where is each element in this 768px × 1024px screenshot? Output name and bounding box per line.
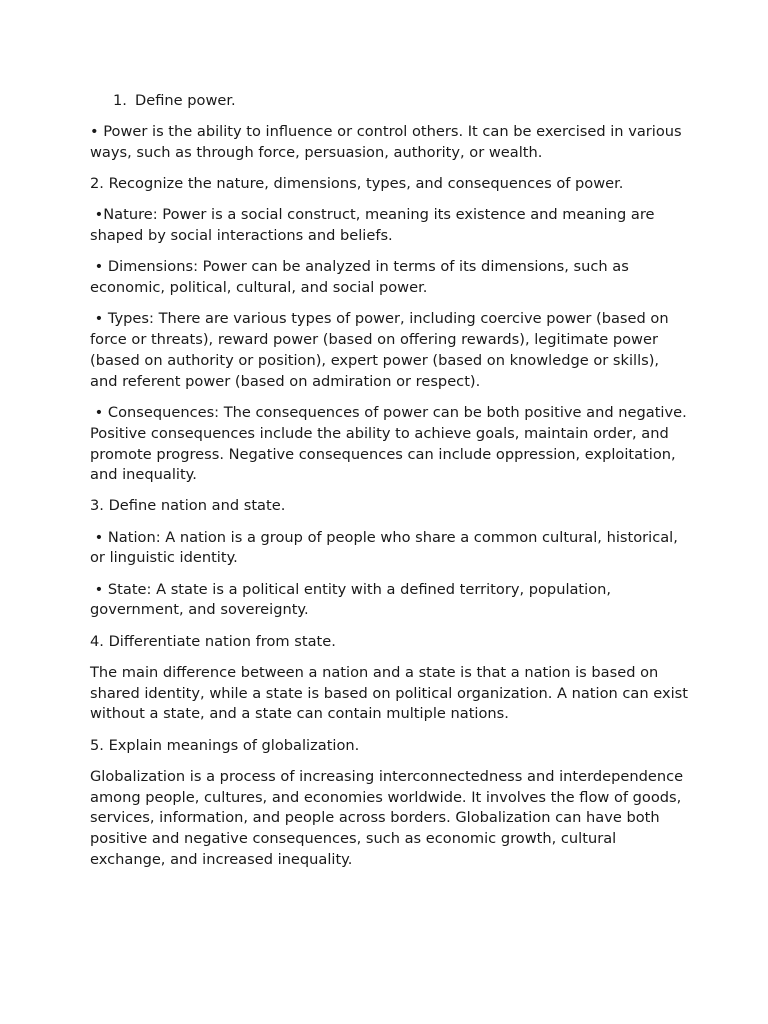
consequences-paragraph: • Consequences: The consequences of power can be both positive and negative. Positive consequences include the ability to achieve goals, maintain order, and promote progress. Negative consequences can include oppression, exploitation, and inequality. xyxy=(90,403,692,484)
document-body xyxy=(90,91,693,881)
globalization-paragraph: Globalization is a process of increasing interconnectedness and interdependence among people, cultures, and economies worldwide. It involves the flow of goods, services, information, and people across borders. Globalization can have both positive and negative consequences, such as economic growth, cultural exchange, and increased inequality. xyxy=(90,767,688,868)
question-1-text: Define power. xyxy=(135,92,236,109)
state-paragraph: • State: A state is a political entity with a defined territory, population, government, and sovereignty. xyxy=(90,580,616,619)
question-3: 3. Define nation and state. xyxy=(90,497,286,515)
question-4: 4. Differentiate nation from state. xyxy=(90,632,336,650)
nature-paragraph: •Nature: Power is a social construct, meaning its existence and meaning are shaped by social interactions and beliefs. xyxy=(90,206,660,245)
types-paragraph: • Types: There are various types of power, including coercive power (based on force or threats), reward power (based on offering rewards), legitimate power (based on authority or position), expert power (based on knowledge or skills), and referent power (based on admiration or respect). xyxy=(90,310,674,390)
question-1-number: 1. xyxy=(113,92,127,109)
answer-1-paragraph: • Power is the ability to influence or control others. It can be exercised in various ways, such as through force, persuasion, authority, or wealth. xyxy=(90,123,687,161)
difference-paragraph: The main difference between a nation and a state is that a nation is based on shared identity, while a state is based on political organization. A nation can exist without a state, and a state can contain multiple nations. xyxy=(90,663,693,723)
question-2: 2. Recognize the nature, dimensions, types, and consequences of power. xyxy=(90,175,624,193)
nation-paragraph: • Nation: A nation is a group of people who share a common cultural, historical, or linguistic identity. xyxy=(90,528,683,567)
question-5: 5. Explain meanings of globalization. xyxy=(90,736,360,754)
question-1 xyxy=(90,91,690,112)
dimensions-paragraph: • Dimensions: Power can be analyzed in terms of its dimensions, such as economic, political, cultural, and social power. xyxy=(90,258,634,297)
